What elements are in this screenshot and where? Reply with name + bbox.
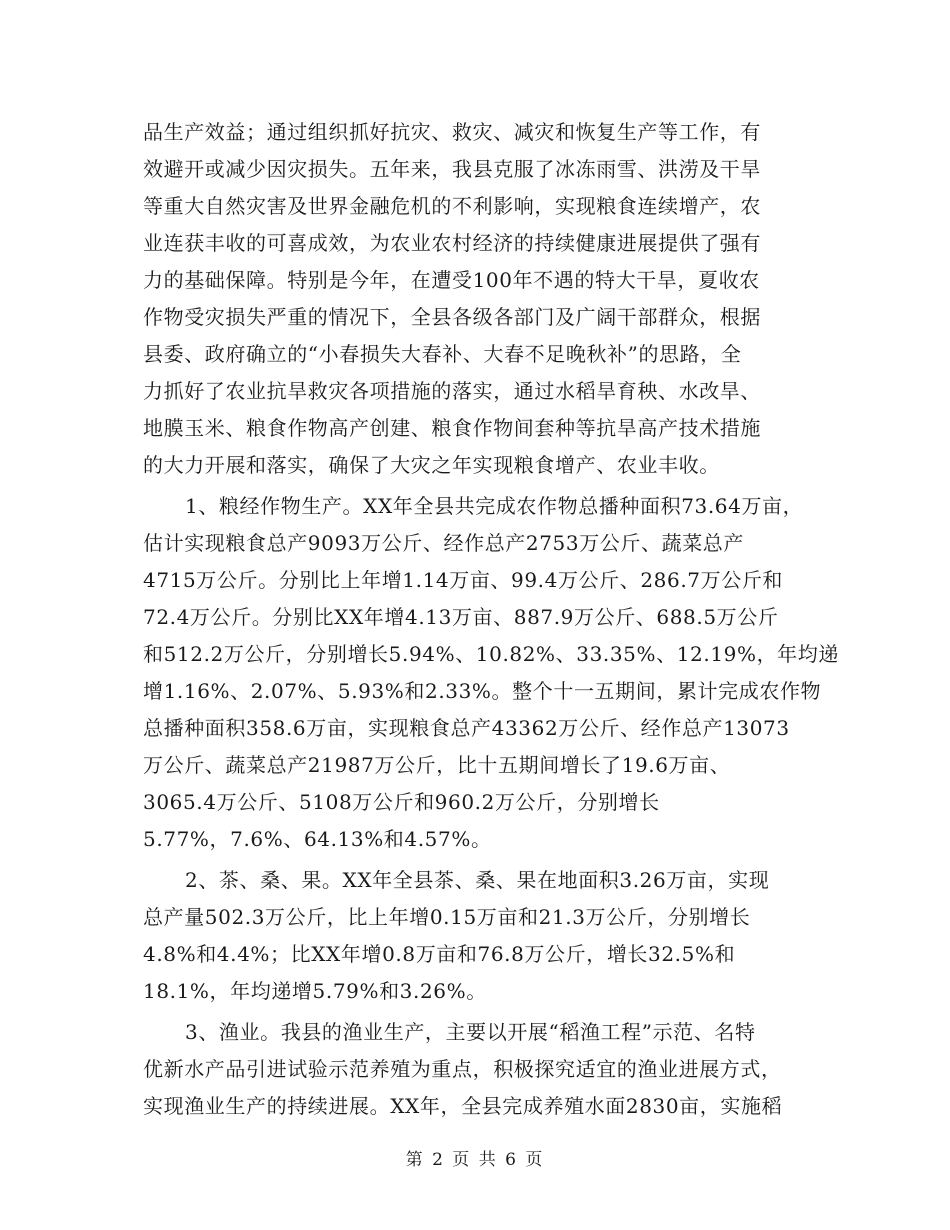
text-line: 估计实现粮食总产9093万公斤、经作总产2753万公斤、蔬菜总产	[143, 531, 744, 555]
text-line: 等重大自然灾害及世界金融危机的不利影响，实现粮食连续增产，农	[143, 194, 761, 218]
paragraph	[143, 114, 813, 484]
text-line: 总播种面积358.6万亩，实现粮食总产43362万公斤、经作总产13073	[143, 716, 790, 740]
text-line: 业连获丰收的可喜成效，为农业农村经济的持续健康进展提供了强有	[143, 231, 761, 255]
document-body	[143, 114, 839, 1125]
paragraph	[143, 862, 813, 1010]
paragraph	[143, 488, 839, 858]
text-line: 1、粮经作物生产。XX年全县共完成农作物总播种面积73.64万亩，	[185, 494, 804, 518]
text-line: 力抓好了农业抗旱救灾各项措施的落实，通过水稻旱育秧、水改旱、	[143, 379, 761, 403]
text-line: 2、茶、桑、果。XX年全县茶、桑、果在地面积3.26万亩，实现	[185, 868, 770, 892]
text-line: 4.8%和4.4%；比XX年增0.8万亩和76.8万公斤，增长32.5%和	[143, 942, 736, 966]
text-line: 3、渔业。我县的渔业生产，主要以开展“稻渔工程”示范、名特	[185, 1020, 756, 1044]
text-line: 和512.2万公斤，分别增长5.94%、10.82%、33.35%、12.19%，年均递	[143, 642, 839, 666]
text-line: 地膜玉米、粮食作物高产创建、粮食作物间套种等抗旱高产技术措施	[143, 416, 761, 440]
text-line: 72.4万公斤。分别比XX年增4.13万亩、887.9万公斤、688.5万公斤	[143, 605, 779, 629]
text-line: 优新水产品引进试验示范养殖为重点，积极探究适宜的渔业进展方式，	[143, 1057, 782, 1081]
text-line: 品生产效益；通过组织抓好抗灾、救灾、减灾和恢复生产等工作，有	[143, 120, 761, 144]
text-line: 的大力开展和落实，确保了大灾之年实现粮食增产、农业丰收。	[143, 453, 720, 477]
paragraph	[143, 1014, 813, 1125]
text-line: 5.77%，7.6%、64.13%和4.57%。	[143, 827, 492, 851]
text-line: 作物受灾损失严重的情况下，全县各级各部门及广阔干部群众，根据	[143, 305, 761, 329]
page-footer: 第 2 页 共 6 页	[405, 1150, 545, 1170]
text-line: 力的基础保障。特别是今年，在遭受100年不遇的特大干旱，夏收农	[143, 268, 760, 292]
text-line: 增1.16%、2.07%、5.93%和2.33%。整个十一五期间，累计完成农作物	[143, 679, 822, 703]
text-line: 县委、政府确立的“小春损失大春补、大春不足晚秋补”的思路，全	[143, 342, 742, 366]
text-line: 3065.4万公斤、5108万公斤和960.2万公斤，分别增长	[143, 790, 660, 814]
text-line: 效避开或减少因灾损失。五年来，我县克服了冰冻雨雪、洪涝及干旱	[143, 157, 761, 181]
text-line: 实现渔业生产的持续进展。XX年，全县完成养殖水面2830亩，实施稻	[143, 1094, 783, 1118]
text-line: 18.1%，年均递增5.79%和3.26%。	[143, 979, 487, 1003]
text-line: 4715万公斤。分别比上年增1.14万亩、99.4万公斤、286.7万公斤和	[143, 568, 784, 592]
text-line: 万公斤、蔬菜总产21987万公斤，比十五期间增长了19.6万亩、	[143, 753, 731, 777]
text-line: 总产量502.3万公斤，比上年增0.15万亩和21.3万公斤，分别增长	[143, 905, 751, 929]
